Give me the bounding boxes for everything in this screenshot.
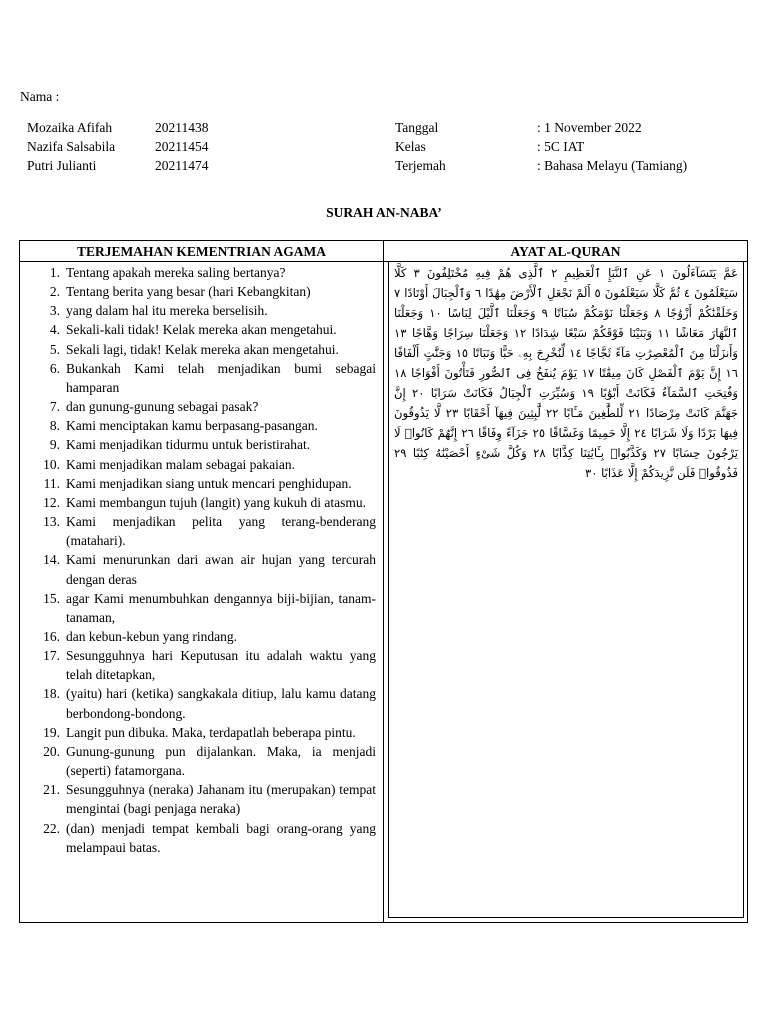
verse-translation: Kami menjadikan tidurmu untuk beristirahat. (66, 437, 311, 453)
verse-number: 10. (43, 456, 60, 472)
meta-key: Terjemah (395, 158, 446, 173)
verse-number: 5. (49, 341, 60, 357)
arabic-verses: عَمَّ يَتَسَآءَلُونَ ١ عَنِ ٱلنَّبَإِ ٱلْعَظِيمِ ٢ ٱلَّذِى هُمْ فِيهِ مُخْتَلِفُونَ ٣ كَلَّا سَيَعْلَمُونَ ٤ ثُمَّ كَلَّا سَيَعْلَمُونَ ٥ أَلَمْ نَجْعَلِ ٱلْأَرْضَ مِهَٰدًا ٦ وَٱلْجِبَالَ أَوْتَادًا ٧ وَخَلَقْنَٰكُمْ أَزْوَٰجًا ٨ وَجَعَلْنَا نَوْمَكُمْ سُبَاتًا ٩ وَجَعَلْنَا ٱلَّيْلَ لِبَاسًا ١٠ وَجَعَلْنَا ٱلنَّهَارَ مَعَاشًا ١١ وَبَنَيْنَا فَوْقَكُمْ سَبْعًا شِدَادًا ١٢ وَجَعَلْنَا سِرَاجًا وَهَّاجًا ١٣ وَأَنزَلْنَا مِنَ ٱلْمُعْصِرَٰتِ مَآءً ثَجَّاجًا ١٤ لِّنُخْرِجَ بِهِۦ حَبًّا وَنَبَاتًا ١٥ وَجَنَّٰتٍ أَلْفَافًا ١٦ إِنَّ يَوْمَ ٱلْفَصْلِ كَانَ مِيقَٰتًا ١٧ يَوْمَ يُنفَخُ فِى ٱلصُّورِ فَتَأْتُونَ أَفْوَاجًا ١٨ وَفُتِحَتِ ٱلسَّمَآءُ فَكَانَتْ أَبْوَٰبًا ١٩ وَسُيِّرَتِ ٱلْجِبَالُ فَكَانَتْ سَرَابًا ٢٠ إِنَّ جَهَنَّمَ كَانَتْ مِرْصَادًا ٢١ لِّلطَّٰغِينَ مَـَٔابًا ٢٢ لَّٰبِثِينَ فِيهَآ أَحْقَابًا ٢٣ لَّا يَذُوقُونَ فِيهَا بَرْدًا وَلَا شَرَابًا ٢٤ إِلَّا حَمِيمًا وَغَسَّاقًا ٢٥ جَزَآءً وِفَاقًا ٢٦ إِنَّهُمْ كَانُوا۟ لَا يَرْجُونَ حِسَابًا ٢٧ وَكَذَّبُوا۟ بِـَٔايَٰتِنَا كِذَّابًا ٢٨ وَكُلَّ شَىْءٍ أَحْصَيْنَٰهُ كِتَٰبًا ٢٩ فَذُوقُوا۟ فَلَن نَّزِيدَكُمْ إِلَّا عَذَابًا ٣٠ (394, 266, 739, 480)
arabic-cell-border-left (388, 262, 389, 918)
list-item (26, 282, 376, 301)
student-row (27, 156, 209, 175)
student-nim: 20211474 (155, 158, 209, 173)
list-item (26, 589, 376, 627)
verse-translation: Langit pun dibuka. Maka, terdapatlah beberapa pintu. (66, 724, 356, 740)
page-title: SURAH AN-NABA’ (326, 205, 442, 220)
verse-translation: Tentang berita yang besar (hari Kebangkitan) (66, 284, 311, 300)
list-item (26, 627, 376, 646)
verse-translation: Kami menurunkan dari awan air hujan yang tercurah dengan deras (66, 552, 376, 587)
list-item (26, 435, 376, 454)
meta-info (395, 118, 687, 175)
arabic-cell-border-right (743, 262, 744, 918)
list-item (26, 512, 376, 550)
verse-number: 1. (49, 265, 60, 280)
list-item (26, 684, 376, 722)
quran-column-header: AYAT AL-QURAN (384, 241, 747, 262)
verse-translation: Kami menjadikan siang untuk mencari penghidupan. (66, 475, 352, 491)
list-item (26, 320, 376, 339)
verse-translation: dan kebun-kebun yang rindang. (66, 628, 237, 644)
student-name: Mozaika Afifah (27, 120, 113, 135)
verse-translation: (dan) menjadi tempat kembali bagi orang-orang yang melampaui batas. (66, 820, 376, 855)
column-divider (383, 262, 384, 922)
verse-translation: Kami membangun tujuh (langit) yang kukuh di atasmu. (66, 494, 366, 510)
meta-row (395, 137, 687, 156)
verse-translation: yang dalam hal itu mereka berselisih. (66, 303, 268, 319)
student-name: Putri Julianti (27, 158, 97, 173)
list-item (26, 359, 376, 397)
list-item (26, 455, 376, 474)
verse-translation: Kami menjadikan pelita yang terang-benderang (matahari). (66, 514, 376, 549)
meta-row (395, 156, 687, 175)
list-item (26, 819, 376, 857)
meta-value: : 1 November 2022 (537, 120, 642, 135)
meta-value: : 5C IAT (537, 139, 585, 154)
list-item (26, 340, 376, 359)
verse-number: 9. (49, 437, 60, 453)
verse-translation: Sekali lagi, tidak! Kelak mereka akan mengetahui. (66, 341, 339, 357)
list-item (26, 493, 376, 512)
list-item (26, 646, 376, 684)
list-item (26, 780, 376, 818)
list-item (26, 723, 376, 742)
meta-key: Tanggal (395, 120, 439, 135)
verse-number: 11. (43, 475, 60, 491)
arabic-cell-border-bottom (388, 917, 743, 918)
verse-number: 2. (49, 284, 60, 300)
translation-table (19, 240, 748, 923)
verse-translation: dan gunung-gunung sebagai pasak? (66, 399, 259, 415)
student-name: Nazifa Salsabila (27, 139, 116, 154)
verse-number: 18. (43, 686, 60, 702)
verse-number: 6. (49, 360, 60, 376)
verse-translation: Sesungguhnya (neraka) Jahanam itu (merupakan) tempat mengintai (bagi penjaga neraka) (66, 782, 376, 817)
verse-number: 20. (43, 743, 60, 759)
meta-value: : Bahasa Melayu (Tamiang) (537, 158, 688, 173)
verse-number: 3. (49, 303, 60, 319)
verse-number: 8. (49, 418, 60, 434)
student-row (27, 137, 209, 156)
list-item (26, 301, 376, 320)
translation-list (26, 263, 376, 857)
list-item (26, 263, 376, 282)
verse-translation: agar Kami menumbuhkan dengannya biji-bijian, tanam-tanaman, (66, 590, 376, 625)
nama-label: Nama : (20, 89, 60, 104)
list-item (26, 416, 376, 435)
translation-column-header: TERJEMAHAN KEMENTRIAN AGAMA (20, 241, 384, 262)
verse-number: 17. (43, 648, 60, 664)
student-row (27, 118, 209, 137)
verse-number: 21. (43, 782, 60, 798)
verse-number: 13. (43, 514, 60, 530)
student-list (27, 118, 209, 175)
verse-number: 14. (43, 552, 60, 568)
meta-key: Kelas (395, 139, 426, 154)
meta-row (395, 118, 687, 137)
verse-translation: Kami menciptakan kamu berpasang-pasangan. (66, 418, 318, 434)
verse-translation: (yaitu) hari (ketika) sangkakala ditiup, lalu kamu datang berbondong-bondong. (66, 686, 376, 721)
verse-number: 15. (43, 590, 60, 606)
list-item (26, 550, 376, 588)
verse-number: 12. (43, 494, 60, 510)
verse-translation: Sekali-kali tidak! Kelak mereka akan mengetahui. (66, 322, 337, 338)
verse-translation: Kami menjadikan malam sebagai pakaian. (66, 456, 296, 472)
list-item (26, 474, 376, 493)
verse-number: 16. (43, 628, 60, 644)
verse-number: 19. (43, 724, 60, 740)
verse-number: 4. (49, 322, 60, 338)
verse-translation: Bukankah Kami telah menjadikan bumi sebagai hamparan (66, 360, 376, 395)
student-nim: 20211438 (155, 120, 209, 135)
list-item (26, 397, 376, 416)
student-nim: 20211454 (155, 139, 209, 154)
verse-translation: Tentang apakah mereka saling bertanya? (66, 265, 286, 280)
verse-translation: Gunung-gunung pun dijalankan. Maka, ia menjadi (seperti) fatamorgana. (66, 743, 376, 779)
list-item (26, 742, 376, 780)
verse-number: 22. (43, 820, 60, 836)
verse-number: 7. (49, 399, 60, 415)
verse-translation: Sesungguhnya hari Keputusan itu adalah waktu yang telah ditetapkan, (66, 648, 376, 683)
